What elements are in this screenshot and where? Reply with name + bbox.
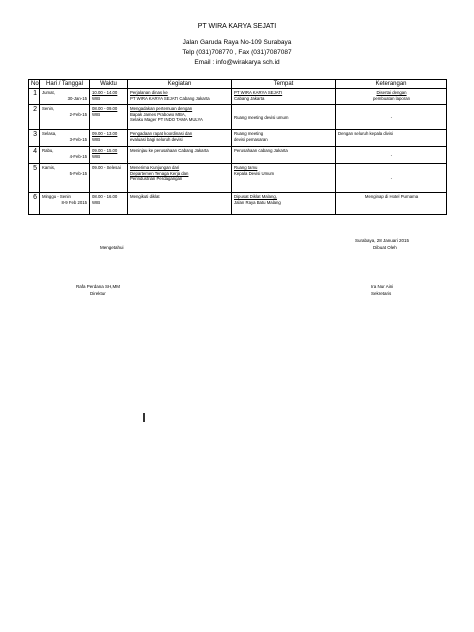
place-line: Ruang tamu bbox=[234, 165, 258, 170]
row-activity bbox=[128, 130, 232, 147]
table-row bbox=[29, 89, 447, 105]
row-date: 4-Feb-15 bbox=[69, 153, 87, 159]
place-line: Dipusat Diklat Malang, bbox=[234, 194, 277, 199]
row-date: 8-9 Feb 2015 bbox=[61, 199, 87, 205]
row-time bbox=[90, 130, 128, 147]
table-row bbox=[29, 105, 447, 130]
row-activity bbox=[128, 147, 232, 164]
row-day: Senin, bbox=[42, 106, 55, 111]
row-note bbox=[336, 147, 447, 164]
secretary-name: Ira Nur Aini bbox=[371, 284, 394, 289]
activity-line: Mengadakan pertemuan dengan bbox=[130, 106, 193, 111]
row-time-unit: WIB bbox=[92, 153, 101, 159]
row-day-date bbox=[40, 193, 90, 215]
activity-line: Selaku Mager PT INDO TAMA MULYA bbox=[130, 117, 203, 122]
row-number: 3 bbox=[29, 130, 40, 147]
table-row bbox=[29, 147, 447, 164]
note-line: Disertai dengan bbox=[376, 90, 407, 95]
row-time-range: 08.00 - 09.00 bbox=[92, 106, 118, 111]
row-date: 3-Feb-15 bbox=[69, 136, 87, 142]
row-note bbox=[336, 130, 447, 147]
company-name: PT WIRA KARYA SEJATI bbox=[197, 23, 277, 30]
row-time bbox=[90, 164, 128, 193]
row-number: 4 bbox=[29, 147, 40, 164]
note-line: - bbox=[390, 114, 393, 120]
activity-line: Mengikuti diklat bbox=[130, 194, 160, 199]
company-phone: Telp (031)708770 , Fax (031)7087087 bbox=[182, 49, 292, 56]
table-row bbox=[29, 164, 447, 193]
row-note bbox=[336, 89, 447, 105]
row-day: Jumat, bbox=[42, 90, 55, 95]
row-time-unit: WIB bbox=[92, 95, 101, 101]
note-line: Menginap di Hotel Purnama bbox=[364, 194, 419, 199]
row-place bbox=[232, 164, 336, 193]
row-time bbox=[90, 105, 128, 130]
activity-line: PT WIRA KARYA SEJATI Cabang Jakarta bbox=[130, 95, 210, 101]
activity-line: Pengadaan rapat koordinasi dan bbox=[130, 131, 193, 136]
place-line: Ruang meeting devisi umum bbox=[234, 114, 289, 120]
row-time-range: 09.00 - Selesai bbox=[92, 165, 121, 170]
table-header-row bbox=[29, 80, 447, 89]
made-by-label: Dibuat Oleh bbox=[373, 245, 397, 250]
column-header-no: No bbox=[29, 80, 40, 89]
director-title: Direktur bbox=[90, 291, 106, 296]
row-day: Rabu, bbox=[42, 148, 54, 153]
place-line: Ruang meeting bbox=[234, 131, 264, 136]
acknowledged-label: Mengetahui bbox=[100, 245, 124, 250]
column-header-note: Keterangan bbox=[336, 80, 447, 89]
activity-line: Meninjau ke perusahaan Cabang Jakarta bbox=[130, 148, 209, 153]
row-place bbox=[232, 130, 336, 147]
place-line: Jalan Raya Batu Malang bbox=[234, 199, 281, 205]
row-number: 2 bbox=[29, 105, 40, 130]
row-time-unit: WIB bbox=[92, 111, 101, 117]
row-place bbox=[232, 193, 336, 215]
row-time-range: 09.00 - 15.00 bbox=[92, 148, 118, 153]
row-time bbox=[90, 193, 128, 215]
row-number: 6 bbox=[29, 193, 40, 215]
row-note bbox=[336, 105, 447, 130]
place-line: Cabang Jakarta bbox=[234, 95, 265, 101]
activity-line: Perjalanan dinas ke bbox=[130, 90, 168, 95]
row-time-range: 08.00 - 16.00 bbox=[92, 194, 118, 199]
place-line: PT WIRA KARYA SEJATI bbox=[234, 90, 283, 95]
place-line: Kepala Devisi Umum bbox=[234, 170, 275, 176]
row-activity bbox=[128, 89, 232, 105]
row-time-range: 10.00 - 14.00 bbox=[92, 90, 118, 95]
row-day-date bbox=[40, 105, 90, 130]
note-line: Dengan seluruh kepala divisi bbox=[338, 131, 393, 136]
place-line: Perusahaan cabang Jakarta bbox=[234, 148, 288, 153]
row-day: Kamis, bbox=[42, 165, 56, 170]
table-row bbox=[29, 193, 447, 215]
row-note bbox=[336, 193, 447, 215]
column-header-day-date: Hari / Tanggal bbox=[40, 80, 90, 89]
row-day-date bbox=[40, 147, 90, 164]
secretary-title: Sekretaris bbox=[371, 291, 392, 296]
place-line: devisi pemasaran bbox=[234, 136, 268, 142]
note-line: - bbox=[390, 152, 393, 158]
row-activity bbox=[128, 193, 232, 215]
row-number: 1 bbox=[29, 89, 40, 105]
row-date: 30-Jan-15 bbox=[67, 95, 87, 101]
activity-line: Perindustrian Perdagangan bbox=[130, 176, 183, 181]
row-time bbox=[90, 89, 128, 105]
row-place bbox=[232, 147, 336, 164]
row-activity bbox=[128, 105, 232, 130]
table-row bbox=[29, 130, 447, 147]
signature-date: Surabaya, 28 Januari 2015 bbox=[355, 238, 410, 243]
row-number: 5 bbox=[29, 164, 40, 193]
activity-line: Menerima Kunjungan dari bbox=[130, 165, 180, 170]
schedule-table bbox=[28, 79, 447, 215]
column-header-place: Tempat bbox=[232, 80, 336, 89]
activity-line: Departemen Tenaga Kerja dan bbox=[130, 170, 189, 176]
director-name: Rafa Perdana SH,MM bbox=[76, 284, 121, 289]
column-header-activity: Kegiatan bbox=[128, 80, 232, 89]
note-line: - bbox=[390, 175, 393, 181]
row-day: Selasa, bbox=[42, 131, 57, 136]
row-date: 2-Feb-15 bbox=[69, 111, 87, 117]
row-time-unit: WIB bbox=[92, 136, 101, 142]
row-place bbox=[232, 105, 336, 130]
row-day: Minggu - Senin bbox=[42, 194, 71, 199]
text-cursor bbox=[143, 413, 145, 422]
row-activity bbox=[128, 164, 232, 193]
row-day-date bbox=[40, 89, 90, 105]
company-email: Email : info@wirakarya sch.id bbox=[194, 59, 280, 66]
activity-line: evaluasi bagi seluruh devisi bbox=[130, 136, 183, 142]
activity-line: Bapak James Prabowo MBA, bbox=[130, 111, 186, 117]
row-time-unit: WIB bbox=[92, 199, 101, 205]
row-time-range: 09.00 - 13.00 bbox=[92, 131, 118, 136]
company-address: Jalan Garuda Raya No-109 Surabaya bbox=[182, 39, 292, 46]
column-header-time: Waktu bbox=[90, 80, 128, 89]
row-place bbox=[232, 89, 336, 105]
row-note bbox=[336, 164, 447, 193]
row-day-date bbox=[40, 130, 90, 147]
note-line: pembuatan laporan bbox=[372, 95, 411, 101]
row-date: 5-Feb-15 bbox=[69, 170, 87, 176]
row-time bbox=[90, 147, 128, 164]
row-day-date bbox=[40, 164, 90, 193]
